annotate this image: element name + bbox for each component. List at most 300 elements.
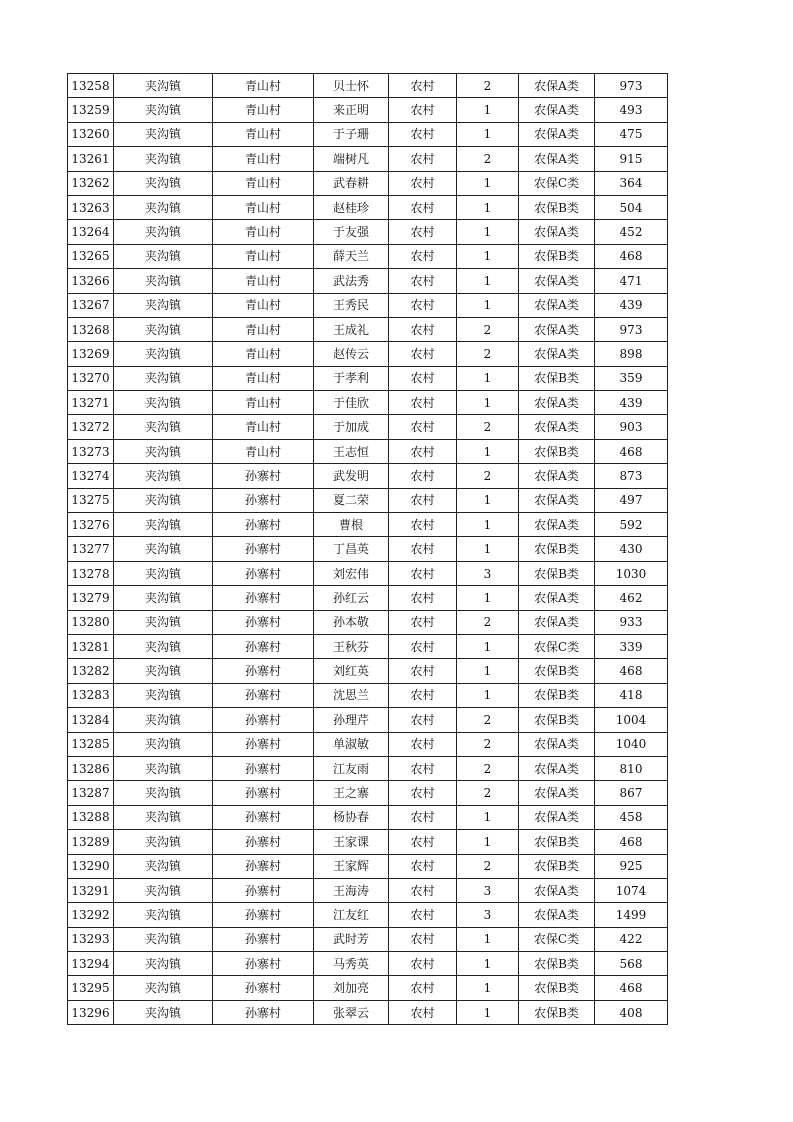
amount-cell: 933 <box>595 610 668 634</box>
town-cell: 夹沟镇 <box>114 220 213 244</box>
village-cell: 青山村 <box>213 74 314 98</box>
amount-cell: 359 <box>595 366 668 390</box>
amount-cell: 471 <box>595 269 668 293</box>
name-cell: 王之寨 <box>314 781 389 805</box>
household-type-cell: 农村 <box>389 488 457 512</box>
household-type-cell: 农村 <box>389 830 457 854</box>
table-row <box>68 122 668 146</box>
village-cell: 青山村 <box>213 293 314 317</box>
category-cell: 农保B类 <box>519 366 595 390</box>
amount-cell: 867 <box>595 781 668 805</box>
id-cell: 13277 <box>68 537 114 561</box>
town-cell: 夹沟镇 <box>114 610 213 634</box>
name-cell: 江友红 <box>314 903 389 927</box>
category-cell: 农保A类 <box>519 903 595 927</box>
amount-cell: 493 <box>595 98 668 122</box>
table-row <box>68 561 668 585</box>
household-type-cell: 农村 <box>389 756 457 780</box>
village-cell: 孙寨村 <box>213 781 314 805</box>
name-cell: 于孝利 <box>314 366 389 390</box>
village-cell: 青山村 <box>213 269 314 293</box>
member-count-cell: 1 <box>457 122 519 146</box>
town-cell: 夹沟镇 <box>114 317 213 341</box>
town-cell: 夹沟镇 <box>114 903 213 927</box>
table-row <box>68 830 668 854</box>
category-cell: 农保A类 <box>519 74 595 98</box>
town-cell: 夹沟镇 <box>114 878 213 902</box>
member-count-cell: 1 <box>457 269 519 293</box>
village-cell: 青山村 <box>213 122 314 146</box>
id-cell: 13282 <box>68 659 114 683</box>
name-cell: 来正明 <box>314 98 389 122</box>
amount-cell: 925 <box>595 854 668 878</box>
town-cell: 夹沟镇 <box>114 439 213 463</box>
category-cell: 农保B类 <box>519 854 595 878</box>
member-count-cell: 1 <box>457 439 519 463</box>
id-cell: 13262 <box>68 171 114 195</box>
household-type-cell: 农村 <box>389 122 457 146</box>
town-cell: 夹沟镇 <box>114 927 213 951</box>
amount-cell: 422 <box>595 927 668 951</box>
household-type-cell: 农村 <box>389 195 457 219</box>
category-cell: 农保B类 <box>519 952 595 976</box>
village-cell: 孙寨村 <box>213 586 314 610</box>
household-type-cell: 农村 <box>389 269 457 293</box>
household-type-cell: 农村 <box>389 805 457 829</box>
member-count-cell: 2 <box>457 415 519 439</box>
member-count-cell: 1 <box>457 244 519 268</box>
village-cell: 青山村 <box>213 171 314 195</box>
table-row <box>68 317 668 341</box>
town-cell: 夹沟镇 <box>114 98 213 122</box>
table-row <box>68 634 668 658</box>
household-type-cell: 农村 <box>389 1000 457 1024</box>
table-row <box>68 98 668 122</box>
member-count-cell: 1 <box>457 488 519 512</box>
village-cell: 孙寨村 <box>213 805 314 829</box>
town-cell: 夹沟镇 <box>114 854 213 878</box>
amount-cell: 468 <box>595 439 668 463</box>
member-count-cell: 2 <box>457 74 519 98</box>
category-cell: 农保A类 <box>519 781 595 805</box>
name-cell: 王志恒 <box>314 439 389 463</box>
town-cell: 夹沟镇 <box>114 488 213 512</box>
village-cell: 孙寨村 <box>213 903 314 927</box>
town-cell: 夹沟镇 <box>114 708 213 732</box>
town-cell: 夹沟镇 <box>114 805 213 829</box>
town-cell: 夹沟镇 <box>114 732 213 756</box>
id-cell: 13287 <box>68 781 114 805</box>
name-cell: 于子珊 <box>314 122 389 146</box>
household-type-cell: 农村 <box>389 171 457 195</box>
category-cell: 农保A类 <box>519 756 595 780</box>
household-type-cell: 农村 <box>389 708 457 732</box>
category-cell: 农保A类 <box>519 98 595 122</box>
village-cell: 孙寨村 <box>213 756 314 780</box>
name-cell: 刘加亮 <box>314 976 389 1000</box>
name-cell: 王成礼 <box>314 317 389 341</box>
name-cell: 王家辉 <box>314 854 389 878</box>
village-cell: 青山村 <box>213 98 314 122</box>
household-type-cell: 农村 <box>389 683 457 707</box>
household-type-cell: 农村 <box>389 732 457 756</box>
amount-cell: 873 <box>595 464 668 488</box>
category-cell: 农保A类 <box>519 805 595 829</box>
town-cell: 夹沟镇 <box>114 415 213 439</box>
name-cell: 夏二荣 <box>314 488 389 512</box>
member-count-cell: 1 <box>457 537 519 561</box>
household-type-cell: 农村 <box>389 976 457 1000</box>
category-cell: 农保A类 <box>519 464 595 488</box>
id-cell: 13260 <box>68 122 114 146</box>
amount-cell: 1030 <box>595 561 668 585</box>
table-row <box>68 195 668 219</box>
category-cell: 农保A类 <box>519 513 595 537</box>
amount-cell: 439 <box>595 391 668 415</box>
member-count-cell: 3 <box>457 878 519 902</box>
village-cell: 青山村 <box>213 195 314 219</box>
member-count-cell: 1 <box>457 659 519 683</box>
village-cell: 青山村 <box>213 366 314 390</box>
village-cell: 孙寨村 <box>213 561 314 585</box>
household-type-cell: 农村 <box>389 586 457 610</box>
town-cell: 夹沟镇 <box>114 683 213 707</box>
id-cell: 13288 <box>68 805 114 829</box>
table-row <box>68 293 668 317</box>
member-count-cell: 2 <box>457 610 519 634</box>
amount-cell: 504 <box>595 195 668 219</box>
town-cell: 夹沟镇 <box>114 659 213 683</box>
village-cell: 青山村 <box>213 415 314 439</box>
member-count-cell: 1 <box>457 195 519 219</box>
household-type-cell: 农村 <box>389 98 457 122</box>
id-cell: 13271 <box>68 391 114 415</box>
household-type-cell: 农村 <box>389 927 457 951</box>
id-cell: 13284 <box>68 708 114 732</box>
id-cell: 13272 <box>68 415 114 439</box>
household-type-cell: 农村 <box>389 415 457 439</box>
category-cell: 农保A类 <box>519 586 595 610</box>
name-cell: 王秋芬 <box>314 634 389 658</box>
category-cell: 农保C类 <box>519 634 595 658</box>
village-cell: 青山村 <box>213 391 314 415</box>
amount-cell: 439 <box>595 293 668 317</box>
name-cell: 王家课 <box>314 830 389 854</box>
id-cell: 13264 <box>68 220 114 244</box>
member-count-cell: 2 <box>457 854 519 878</box>
table-row <box>68 464 668 488</box>
category-cell: 农保B类 <box>519 976 595 1000</box>
id-cell: 13259 <box>68 98 114 122</box>
town-cell: 夹沟镇 <box>114 342 213 366</box>
table-row <box>68 74 668 98</box>
table-row <box>68 976 668 1000</box>
id-cell: 13261 <box>68 147 114 171</box>
household-type-cell: 农村 <box>389 244 457 268</box>
id-cell: 13283 <box>68 683 114 707</box>
amount-cell: 810 <box>595 756 668 780</box>
category-cell: 农保A类 <box>519 610 595 634</box>
amount-cell: 418 <box>595 683 668 707</box>
member-count-cell: 1 <box>457 366 519 390</box>
village-cell: 青山村 <box>213 342 314 366</box>
category-cell: 农保A类 <box>519 269 595 293</box>
category-cell: 农保B类 <box>519 537 595 561</box>
member-count-cell: 1 <box>457 586 519 610</box>
member-count-cell: 1 <box>457 220 519 244</box>
records-table-body <box>68 74 668 1025</box>
category-cell: 农保B类 <box>519 659 595 683</box>
village-cell: 孙寨村 <box>213 830 314 854</box>
household-type-cell: 农村 <box>389 952 457 976</box>
table-row <box>68 488 668 512</box>
household-type-cell: 农村 <box>389 854 457 878</box>
name-cell: 单淑敏 <box>314 732 389 756</box>
table-row <box>68 537 668 561</box>
name-cell: 武法秀 <box>314 269 389 293</box>
id-cell: 13276 <box>68 513 114 537</box>
table-row <box>68 610 668 634</box>
id-cell: 13294 <box>68 952 114 976</box>
town-cell: 夹沟镇 <box>114 147 213 171</box>
village-cell: 孙寨村 <box>213 683 314 707</box>
member-count-cell: 3 <box>457 561 519 585</box>
amount-cell: 568 <box>595 952 668 976</box>
town-cell: 夹沟镇 <box>114 171 213 195</box>
table-row <box>68 171 668 195</box>
id-cell: 13270 <box>68 366 114 390</box>
village-cell: 孙寨村 <box>213 878 314 902</box>
category-cell: 农保A类 <box>519 293 595 317</box>
amount-cell: 973 <box>595 74 668 98</box>
category-cell: 农保A类 <box>519 878 595 902</box>
table-row <box>68 391 668 415</box>
table-row <box>68 513 668 537</box>
category-cell: 农保A类 <box>519 488 595 512</box>
member-count-cell: 1 <box>457 830 519 854</box>
town-cell: 夹沟镇 <box>114 122 213 146</box>
village-cell: 孙寨村 <box>213 952 314 976</box>
category-cell: 农保A类 <box>519 342 595 366</box>
member-count-cell: 2 <box>457 781 519 805</box>
village-cell: 孙寨村 <box>213 464 314 488</box>
village-cell: 孙寨村 <box>213 610 314 634</box>
town-cell: 夹沟镇 <box>114 586 213 610</box>
town-cell: 夹沟镇 <box>114 634 213 658</box>
table-row <box>68 952 668 976</box>
id-cell: 13275 <box>68 488 114 512</box>
member-count-cell: 3 <box>457 903 519 927</box>
name-cell: 赵桂珍 <box>314 195 389 219</box>
category-cell: 农保B类 <box>519 683 595 707</box>
table-row <box>68 732 668 756</box>
table-row <box>68 439 668 463</box>
amount-cell: 468 <box>595 659 668 683</box>
household-type-cell: 农村 <box>389 610 457 634</box>
amount-cell: 1004 <box>595 708 668 732</box>
records-table <box>67 73 668 1025</box>
member-count-cell: 1 <box>457 634 519 658</box>
town-cell: 夹沟镇 <box>114 952 213 976</box>
town-cell: 夹沟镇 <box>114 537 213 561</box>
town-cell: 夹沟镇 <box>114 391 213 415</box>
table-row <box>68 244 668 268</box>
amount-cell: 1040 <box>595 732 668 756</box>
id-cell: 13265 <box>68 244 114 268</box>
member-count-cell: 1 <box>457 171 519 195</box>
category-cell: 农保A类 <box>519 317 595 341</box>
household-type-cell: 农村 <box>389 903 457 927</box>
member-count-cell: 1 <box>457 805 519 829</box>
id-cell: 13296 <box>68 1000 114 1024</box>
name-cell: 江友雨 <box>314 756 389 780</box>
id-cell: 13279 <box>68 586 114 610</box>
table-row <box>68 805 668 829</box>
name-cell: 武春耕 <box>314 171 389 195</box>
category-cell: 农保A类 <box>519 391 595 415</box>
name-cell: 薛天兰 <box>314 244 389 268</box>
village-cell: 孙寨村 <box>213 854 314 878</box>
member-count-cell: 2 <box>457 464 519 488</box>
town-cell: 夹沟镇 <box>114 195 213 219</box>
table-row <box>68 878 668 902</box>
category-cell: 农保B类 <box>519 561 595 585</box>
town-cell: 夹沟镇 <box>114 561 213 585</box>
table-row <box>68 342 668 366</box>
name-cell: 武发明 <box>314 464 389 488</box>
amount-cell: 430 <box>595 537 668 561</box>
village-cell: 孙寨村 <box>213 513 314 537</box>
id-cell: 13266 <box>68 269 114 293</box>
name-cell: 孙红云 <box>314 586 389 610</box>
household-type-cell: 农村 <box>389 464 457 488</box>
town-cell: 夹沟镇 <box>114 781 213 805</box>
id-cell: 13280 <box>68 610 114 634</box>
category-cell: 农保A类 <box>519 732 595 756</box>
village-cell: 孙寨村 <box>213 1000 314 1024</box>
table-row <box>68 756 668 780</box>
village-cell: 青山村 <box>213 220 314 244</box>
village-cell: 孙寨村 <box>213 488 314 512</box>
table-row <box>68 1000 668 1024</box>
id-cell: 13273 <box>68 439 114 463</box>
amount-cell: 468 <box>595 830 668 854</box>
category-cell: 农保B类 <box>519 244 595 268</box>
household-type-cell: 农村 <box>389 513 457 537</box>
name-cell: 贝士怀 <box>314 74 389 98</box>
member-count-cell: 2 <box>457 756 519 780</box>
id-cell: 13292 <box>68 903 114 927</box>
name-cell: 沈思兰 <box>314 683 389 707</box>
household-type-cell: 农村 <box>389 634 457 658</box>
town-cell: 夹沟镇 <box>114 366 213 390</box>
village-cell: 孙寨村 <box>213 659 314 683</box>
amount-cell: 1499 <box>595 903 668 927</box>
amount-cell: 462 <box>595 586 668 610</box>
category-cell: 农保B类 <box>519 1000 595 1024</box>
amount-cell: 468 <box>595 976 668 1000</box>
household-type-cell: 农村 <box>389 342 457 366</box>
town-cell: 夹沟镇 <box>114 1000 213 1024</box>
amount-cell: 364 <box>595 171 668 195</box>
table-row <box>68 586 668 610</box>
id-cell: 13289 <box>68 830 114 854</box>
table-row <box>68 927 668 951</box>
amount-cell: 592 <box>595 513 668 537</box>
table-row <box>68 708 668 732</box>
town-cell: 夹沟镇 <box>114 976 213 1000</box>
category-cell: 农保C类 <box>519 927 595 951</box>
member-count-cell: 1 <box>457 976 519 1000</box>
member-count-cell: 1 <box>457 98 519 122</box>
amount-cell: 898 <box>595 342 668 366</box>
name-cell: 端树凡 <box>314 147 389 171</box>
id-cell: 13295 <box>68 976 114 1000</box>
table-row <box>68 366 668 390</box>
id-cell: 13293 <box>68 927 114 951</box>
category-cell: 农保A类 <box>519 147 595 171</box>
amount-cell: 458 <box>595 805 668 829</box>
id-cell: 13263 <box>68 195 114 219</box>
table-row <box>68 903 668 927</box>
member-count-cell: 1 <box>457 927 519 951</box>
household-type-cell: 农村 <box>389 147 457 171</box>
table-row <box>68 659 668 683</box>
table-row <box>68 415 668 439</box>
table-row <box>68 781 668 805</box>
amount-cell: 475 <box>595 122 668 146</box>
amount-cell: 339 <box>595 634 668 658</box>
village-cell: 孙寨村 <box>213 976 314 1000</box>
town-cell: 夹沟镇 <box>114 293 213 317</box>
id-cell: 13258 <box>68 74 114 98</box>
village-cell: 孙寨村 <box>213 927 314 951</box>
id-cell: 13281 <box>68 634 114 658</box>
household-type-cell: 农村 <box>389 317 457 341</box>
village-cell: 青山村 <box>213 439 314 463</box>
id-cell: 13286 <box>68 756 114 780</box>
id-cell: 13274 <box>68 464 114 488</box>
amount-cell: 915 <box>595 147 668 171</box>
household-type-cell: 农村 <box>389 439 457 463</box>
name-cell: 张翠云 <box>314 1000 389 1024</box>
category-cell: 农保B类 <box>519 439 595 463</box>
amount-cell: 973 <box>595 317 668 341</box>
category-cell: 农保B类 <box>519 830 595 854</box>
household-type-cell: 农村 <box>389 74 457 98</box>
name-cell: 于友强 <box>314 220 389 244</box>
town-cell: 夹沟镇 <box>114 244 213 268</box>
table-row <box>68 147 668 171</box>
name-cell: 丁昌英 <box>314 537 389 561</box>
town-cell: 夹沟镇 <box>114 513 213 537</box>
household-type-cell: 农村 <box>389 561 457 585</box>
name-cell: 王海涛 <box>314 878 389 902</box>
member-count-cell: 1 <box>457 293 519 317</box>
category-cell: 农保B类 <box>519 708 595 732</box>
category-cell: 农保C类 <box>519 171 595 195</box>
amount-cell: 452 <box>595 220 668 244</box>
name-cell: 赵传云 <box>314 342 389 366</box>
member-count-cell: 2 <box>457 147 519 171</box>
id-cell: 13285 <box>68 732 114 756</box>
id-cell: 13290 <box>68 854 114 878</box>
village-cell: 孙寨村 <box>213 537 314 561</box>
category-cell: 农保A类 <box>519 220 595 244</box>
table-row <box>68 854 668 878</box>
village-cell: 孙寨村 <box>213 708 314 732</box>
id-cell: 13278 <box>68 561 114 585</box>
